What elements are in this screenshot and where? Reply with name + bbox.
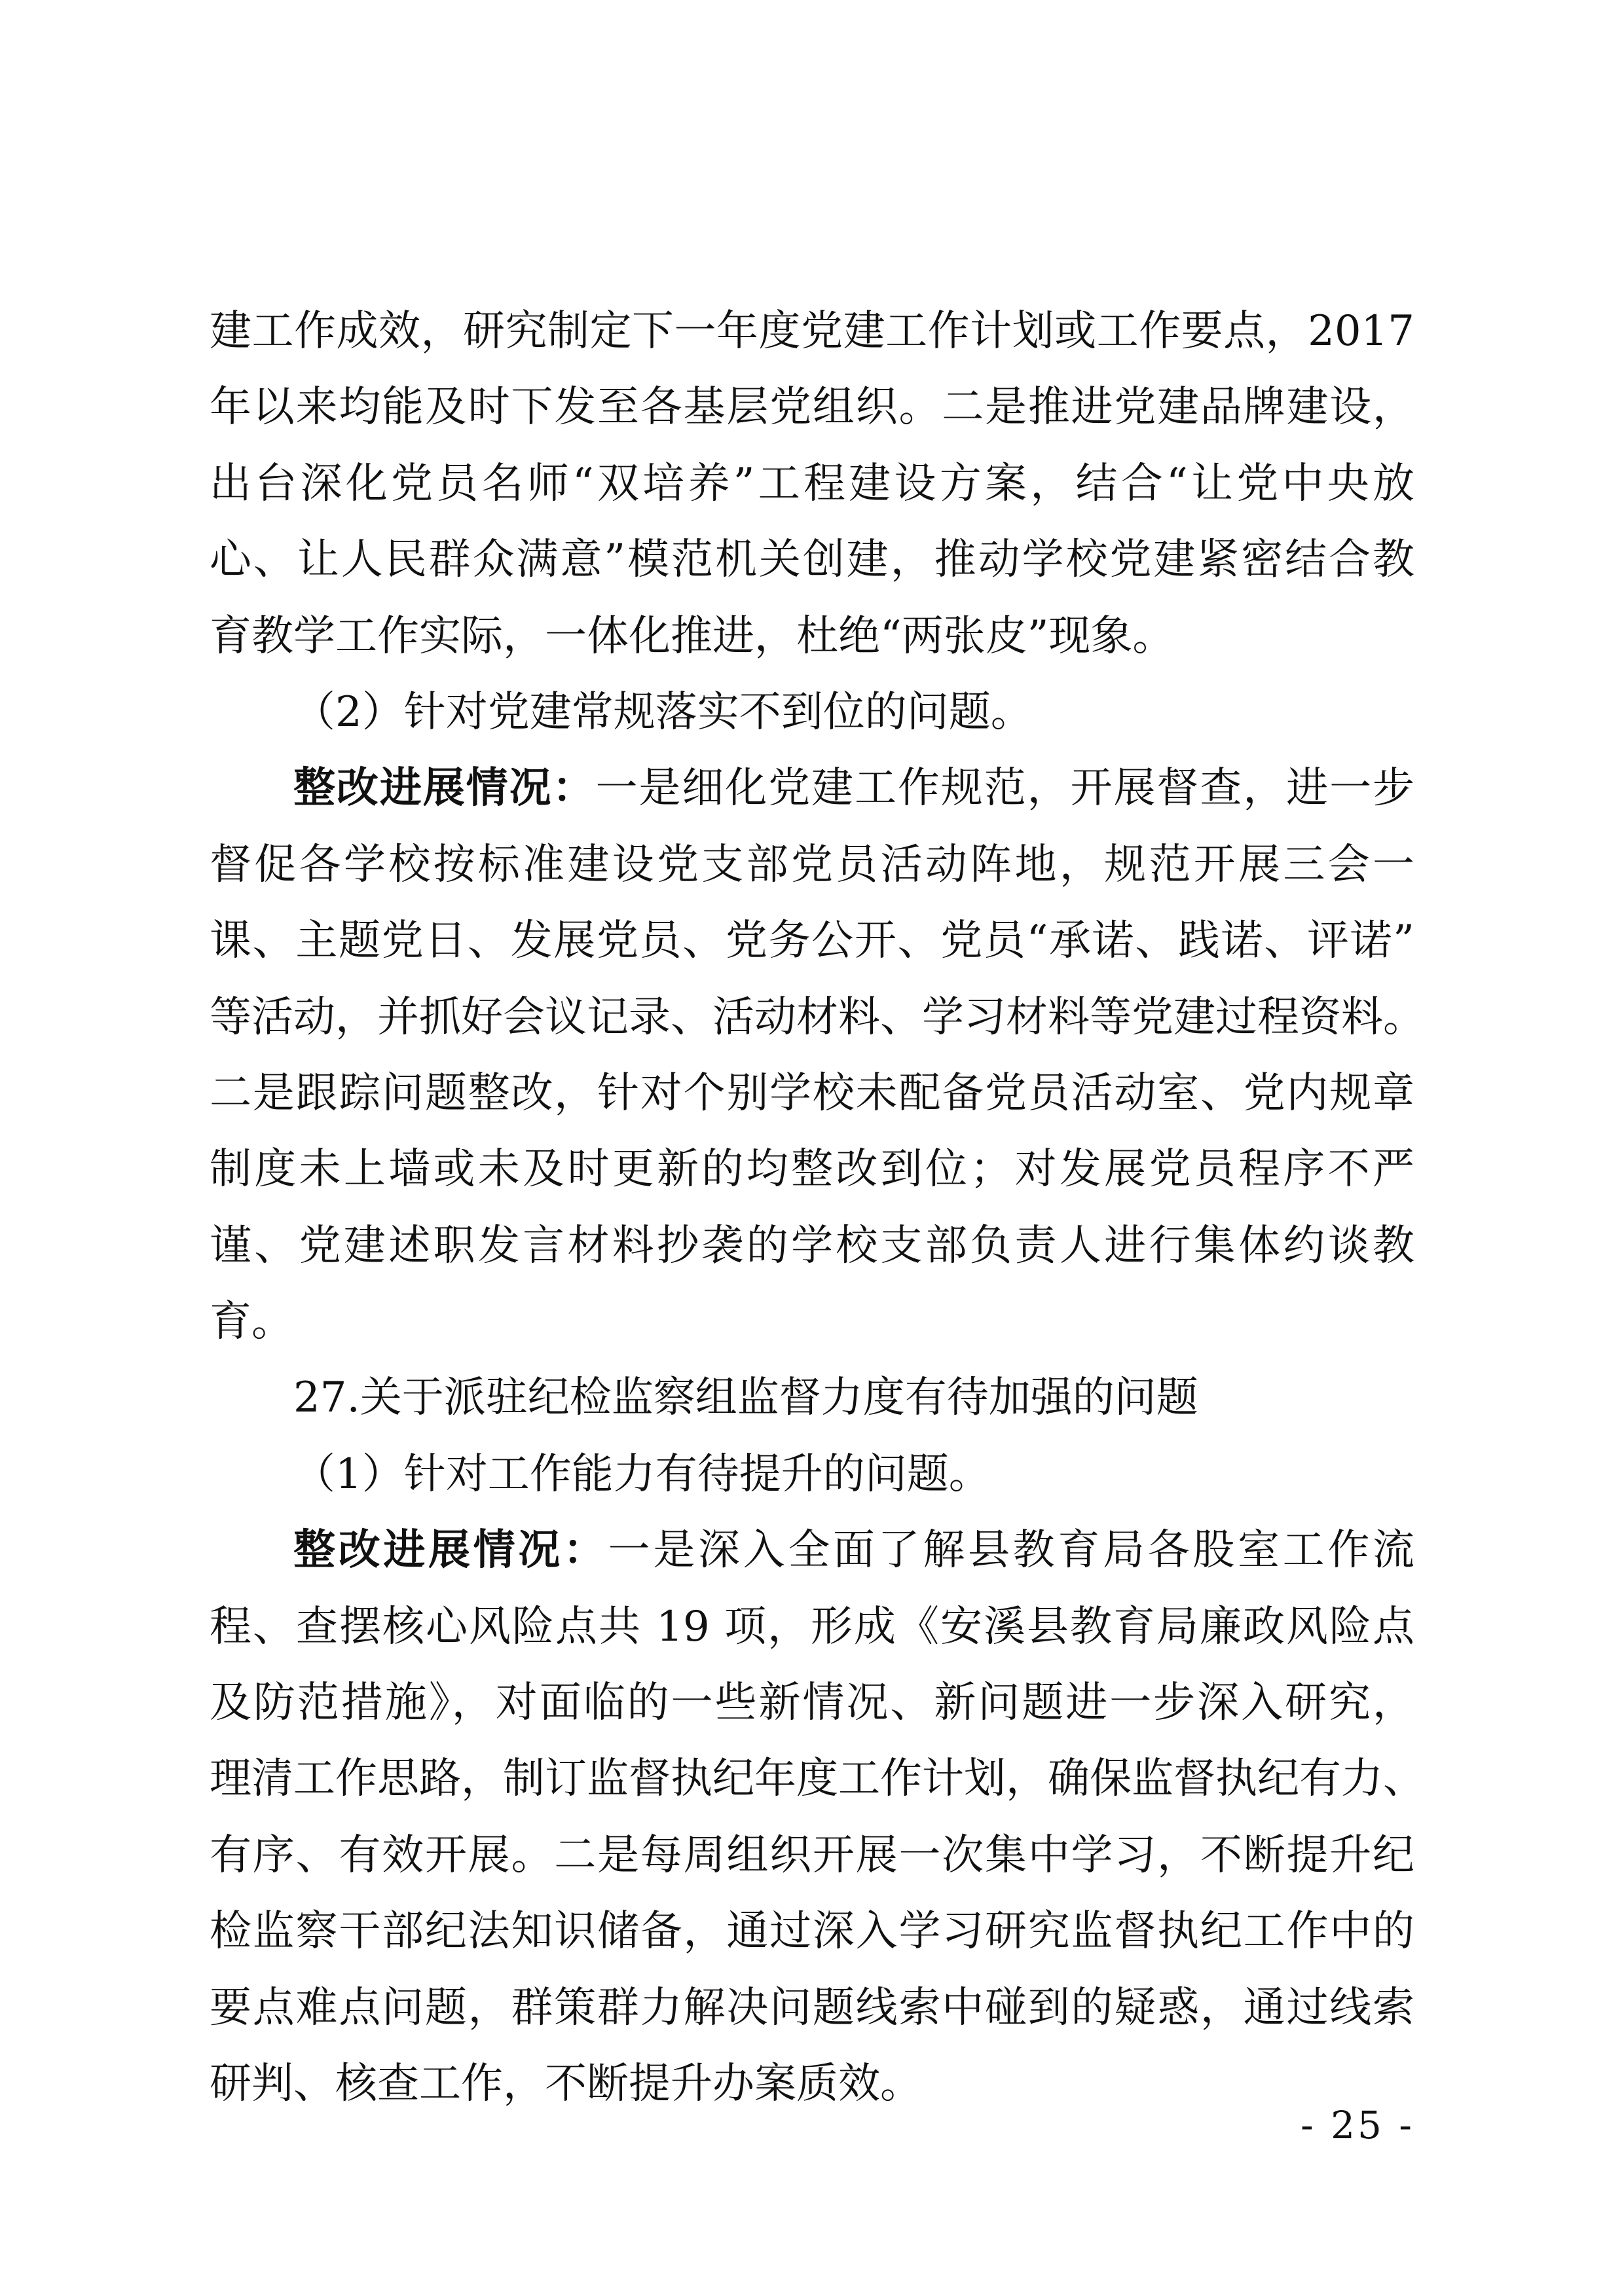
body-line-1: 建工作成效，研究制定下一年度党建工作计划或工作要点，2017 xyxy=(210,307,1414,355)
body-line-4: 心、让人民群众满意”模范机关创建，推动学校党建紧密结合教 xyxy=(210,536,1414,585)
body-line-21: 有序、有效开展。二是每周组织开展一次集中学习，不断提升纪 xyxy=(210,1831,1414,1880)
progress-paragraph-2-first-line xyxy=(210,1512,1414,1588)
subheading-1: （1）针对工作能力有待提升的问题。 xyxy=(293,1449,991,1499)
body-line-8: 督促各学校按标准建设党支部党员活动阵地，规范开展三会一 xyxy=(210,840,1414,889)
progress-text: 一是深入全面了解县教育局各股室工作流 xyxy=(608,1526,1415,1575)
body-line-5: 育教学工作实际，一体化推进，杜绝“两张皮”现象。 xyxy=(210,611,1175,661)
document-body xyxy=(210,293,1425,2122)
body-line-3: 出台深化党员名师“双培养”工程建设方案，结合“让党中央放 xyxy=(210,459,1414,508)
page-number: - 25 - xyxy=(1301,2103,1414,2147)
body-line-12: 制度未上墙或未及时更新的均整改到位；对发展党员程序不严 xyxy=(210,1145,1414,1194)
body-line-19: 及防范措施》，对面临的一些新情况、新问题进一步深入研究， xyxy=(210,1679,1414,1728)
body-line-24: 研判、核查工作，不断提升办案质效。 xyxy=(210,2059,922,2108)
body-line-11: 二是跟踪问题整改，针对个别学校未配备党员活动室、党内规章 xyxy=(210,1068,1414,1118)
body-line-2: 年以来均能及时下发至各基层党组织。二是推进党建品牌建设， xyxy=(210,383,1414,432)
progress-text: 一是细化党建工作规范，开展督查，进一步 xyxy=(595,764,1415,813)
body-line-9: 课、主题党日、发展党员、党务公开、党员“承诺、践诺、评诺” xyxy=(210,917,1414,966)
body-line-20: 理清工作思路，制订监督执纪年度工作计划，确保监督执纪有力、 xyxy=(210,1755,1425,1804)
body-line-10: 等活动，并抓好会议记录、活动材料、学习材料等党建过程资料。 xyxy=(210,993,1425,1042)
section-heading-27: 27.关于派驻纪检监察组监督力度有待加强的问题 xyxy=(293,1374,1198,1423)
body-line-18: 程、查摆核心风险点共 19 项，形成《安溪县教育局廉政风险点 xyxy=(210,1602,1414,1651)
body-line-22: 检监察干部纪法知识储备，通过深入学习研究监督执纪工作中的 xyxy=(210,1907,1414,1956)
progress-label: 整改进展情况： xyxy=(293,763,596,813)
body-line-13: 谨、党建述职发言材料抄袭的学校支部负责人进行集体约谈教 xyxy=(210,1221,1414,1270)
subheading-2: （2）针对党建常规落实不到位的问题。 xyxy=(293,687,1033,737)
body-line-14: 育。 xyxy=(210,1298,293,1347)
progress-paragraph-1-first-line xyxy=(210,750,1414,826)
body-line-23: 要点难点问题，群策群力解决问题线索中碰到的疑惑，通过线索 xyxy=(210,1983,1414,2032)
progress-label: 整改进展情况： xyxy=(293,1525,608,1575)
